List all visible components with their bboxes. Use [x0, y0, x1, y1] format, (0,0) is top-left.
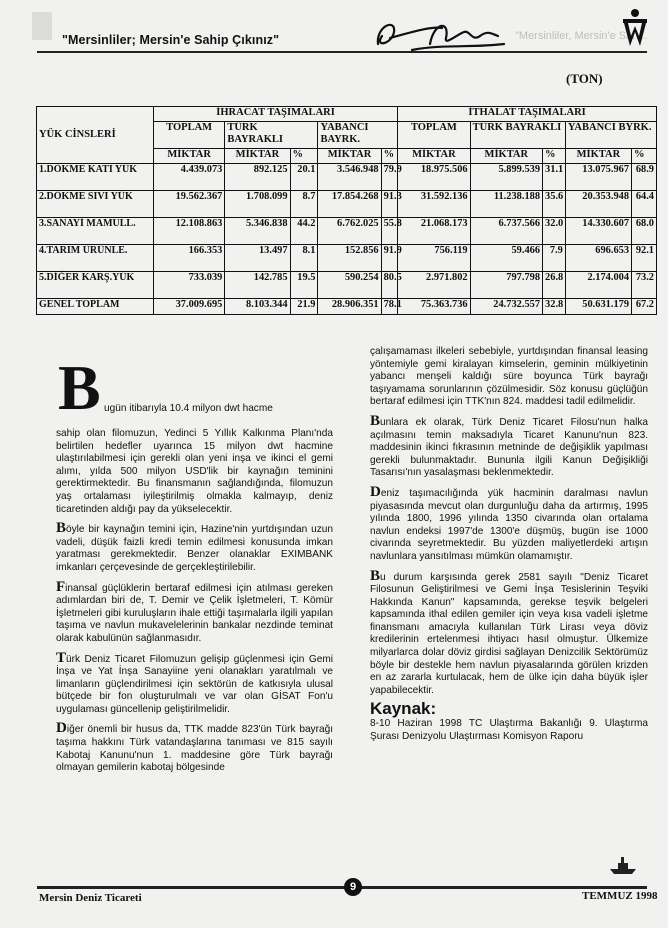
cell-it-tr: 5.899.539 [470, 164, 542, 191]
initial: F [56, 578, 66, 595]
paragraph [370, 567, 648, 698]
cell-ih-tr-p: 44.2 [290, 218, 318, 245]
ih-turk-header: TÜRK BAYRAKLI [225, 122, 318, 149]
header-rule [37, 51, 647, 53]
cell-it-yb-p: 73.2 [632, 272, 657, 299]
kaynak-text: 8-10 Haziran 1998 TC Ulaştırma Bakanlığı 9. Ulaştırma Şurası Denizyolu Ulaştırması Komisyon Raporu [370, 718, 648, 742]
initial: T [56, 649, 67, 666]
cell-ih-tr: 13.497 [225, 245, 290, 272]
first-line: ugün itibarıyla 10.4 milyon dwt hacme [104, 403, 273, 414]
ih-toplam-header: TOPLAM [153, 122, 224, 149]
ihracat-header: İHRACAT TAŞIMALARI [153, 107, 397, 122]
table-row [37, 245, 657, 272]
cell-it-tr-p: 31.1 [543, 164, 566, 191]
footer-publication: Mersin Deniz Ticareti [39, 892, 142, 904]
ithalat-header: İTHALAT TAŞIMALARI [398, 107, 657, 122]
cell-it-tr-p: 32.0 [543, 218, 566, 245]
paragraph: sahip olan filomuzun, Yedinci 5 Yıllık Kalkınma Planı'nda belirtilen hedefler uyarınca 15 milyon dwt hacmine ulaştırılabilmesi için gerekli olan yeni inşa ve ikinci el gemi alımı, yılda 500 milyon USD'lik bir kaynağın teminini gerektirmektedir. Bu finansmanın sağlandığında, filomuzun yaş ortalaması iyileştirilmiş olmakla kalmayıp, deniz ticaretinden aldığı pay da yükselecektir. [56, 428, 333, 515]
cell-it-yb: 20.353.948 [565, 191, 631, 218]
paragraph [56, 649, 333, 717]
cell-ih-yb-p: 91.3 [381, 191, 398, 218]
ship-icon [608, 854, 638, 876]
cell-ih-top: 19.562.367 [153, 191, 224, 218]
paragraph: çalışamaması ilkeleri sebebiyle, yurtdışından finansal leasing yöntemiyle gemi kiralayan kimselerin, geminin mülkiyetinin yabancı menşeli kaldığı süre boyunca Türk bayrağı taşıyamama sorunlarının çözülmesidir. Söz konusu güçlüğün bertaraf edilmesi için TTK'nın 824. maddesi tadil edilmelidir. [370, 346, 648, 408]
initial: D [56, 720, 67, 737]
row-label: 5.DİĞER KARŞ.YÜK [37, 272, 154, 299]
cell-it-yb: 13.075.967 [565, 164, 631, 191]
kaynak-title: Kaynak: [370, 699, 437, 719]
cell-it-top: 18.975.506 [398, 164, 470, 191]
pct-header: % [381, 149, 398, 164]
cell-ih-top: 733.039 [153, 272, 224, 299]
cell-it-yb: 2.174.004 [565, 272, 631, 299]
cell-ih-yb: 590.254 [318, 272, 381, 299]
cell-ih-yb-p: 91.9 [381, 245, 398, 272]
cell-it-yb-p: 68.9 [632, 164, 657, 191]
footer-rule [37, 886, 647, 889]
ghost-slogan: "Mersinliler, Mersin'e Sah... [515, 30, 648, 42]
cell-it-tr: 59.466 [470, 245, 542, 272]
cell-it-yb: 14.330.607 [565, 218, 631, 245]
pct-header: % [290, 149, 318, 164]
row-label: 3.SANAYİ MAMULL. [37, 218, 154, 245]
cell-ih-yb: 3.546.948 [318, 164, 381, 191]
paragraph [370, 412, 648, 480]
cell-ih-tr-p: 19.5 [290, 272, 318, 299]
paragraph-text: eniz taşımacılığında yük hacminin daralması navlun piyasasında mevcut olan durgunluğu daha da artırmış, 1995 yılında 1800, 1996 yılında 1350 civarında olan ortalama navlun endeksi 1997'de 1300'e düşmüş, bugün ise 1000 civarında seyretmektedir. Bu yüzden maliyetlerdeki artışın navlunlara yansıtılması mümkün olamamıştır. [370, 487, 648, 562]
miktar-header: MİKTAR [470, 149, 542, 164]
cell-ih-tr: 5.346.838 [225, 218, 290, 245]
cell-ih-yb-p: 55.8 [381, 218, 398, 245]
miktar-header: MİKTAR [565, 149, 631, 164]
cell-it-yb: 696.653 [565, 245, 631, 272]
row-label: 2.DÖKME SIVI YÜK [37, 191, 154, 218]
row-label: 4.TARIM ÜRÜNLE. [37, 245, 154, 272]
paragraph [370, 483, 648, 564]
paragraph-text: iğer önemli bir husus da, TTK madde 823'ün Türk bayrağı taşıma hakkını Türk vatandaşlarına tanıması ve 815 sayılı Kabotaj Kanunu'nun 1. maddesine göre Türk bayrağı olmayan gemilerin kabotaj bölgesinde [56, 724, 333, 774]
cargo-table [36, 106, 657, 315]
cell-it-yb-p: 64.4 [632, 191, 657, 218]
initial: D [370, 483, 381, 500]
paragraph-text: ürk Deniz Ticaret Filomuzun gelişip güçlenmesi için Gemi İnşa ve Yat İnşa Sanayiine yeni olanakları yaratılmalı ve limanların güçlendirilmesi için sektörün de katkısıyla ulusal bütçede bir fon oluşturulmalı ve var olan GİSAT Fon'u uygulaması güncellenip geliştirilmelidir. [56, 653, 333, 715]
initial: B [370, 567, 381, 584]
cell-ih-tr-p: 21.9 [290, 299, 318, 315]
cell-ih-tr-p: 8.7 [290, 191, 318, 218]
cell-it-tr: 24.732.557 [470, 299, 542, 315]
cell-it-tr-p: 26.8 [543, 272, 566, 299]
paragraph [56, 722, 333, 774]
initial: B [56, 520, 67, 537]
it-turk-header: TÜRK BAYRAKLI [470, 122, 565, 149]
ataturk-signature-icon [372, 14, 507, 56]
miktar-header: MİKTAR [398, 149, 470, 164]
it-yabanci-header: YABANCI BYRK. [565, 122, 656, 149]
paragraph [56, 522, 333, 574]
cell-it-yb: 50.631.179 [565, 299, 631, 315]
cell-it-top: 21.068.173 [398, 218, 470, 245]
cell-ih-tr: 142.785 [225, 272, 290, 299]
miktar-header: MİKTAR [153, 149, 224, 164]
paragraph-text: unlara ek olarak, Türk Deniz Ticaret Filosu'nun halka açılmasını temin maksadıyla Ticaret Kanunu'nun 823. maddesinin ikinci fıkrasının metninde de değişiklik yapılması gerekli bulunmaktadır. Bununla ilgili Kanun Değişikliği Tasarısı'nın yasalaşması beklenmektedir. [370, 416, 648, 479]
paragraph-text: u durum karşısında gerek 2581 sayılı "Deniz Ticaret Filosunun Geliştirilmesi ve Gemi İnşa Tesislerinin Teşviki Hakkında Kanun" kapsamında, gerekse teşvik belgeleri kapsamında ithal edilen gemiler için veya kısa vadeli işletme finansmanı amacıyla kullanılan Türk Lirası veya döviz kredilerinin ertelenmesi ihtiyacı hasıl olmuştur. Ülkemize milyarlarca dolar döviz girdisi sağlayan Denizcilik Sektörümüz böyle bir destekle hem navlun piyasalarında görülen krizden en az zararla kurtulacak, hem de ülke için daha büyük işler yapabilecektir. [370, 571, 648, 696]
paragraph-text: inansal güçlüklerin bertaraf edilmesi için atılması gereken adımlardan biri de, T. Demir ve Çelik İşletmeleri, T. Kömür İşletmeleri gibi kuruluşların ihale ettiği taşımalarla ilgili yapılan taşıma ve navlun mukavelelerinin bankalar nezdinde teminat olarak kabulünün sağlanmasıdır. [56, 582, 333, 644]
ghost-logo-icon [26, 8, 58, 44]
page-number: 9 [344, 878, 362, 896]
drop-cap: B [58, 352, 101, 423]
col-yuk-cinsleri: YÜK CİNSLERİ [37, 107, 154, 164]
cell-it-yb-p: 67.2 [632, 299, 657, 315]
cell-it-tr-p: 35.6 [543, 191, 566, 218]
cell-ih-top: 12.108.863 [153, 218, 224, 245]
cell-ih-tr-p: 8.1 [290, 245, 318, 272]
cell-ih-yb: 28.906.351 [318, 299, 381, 315]
pct-header: % [632, 149, 657, 164]
footer-date: TEMMUZ 1998 [582, 890, 658, 902]
cell-ih-tr: 1.708.099 [225, 191, 290, 218]
cell-ih-yb: 6.762.025 [318, 218, 381, 245]
cell-ih-yb: 152.856 [318, 245, 381, 272]
row-label: 1.DÖKME KATI YÜK [37, 164, 154, 191]
cell-it-yb-p: 68.0 [632, 218, 657, 245]
it-toplam-header: TOPLAM [398, 122, 470, 149]
cell-ih-top: 37.009.695 [153, 299, 224, 315]
cell-it-tr-p: 7.9 [543, 245, 566, 272]
table-row [37, 218, 657, 245]
initial: B [370, 412, 381, 429]
cell-ih-yb: 17.854.268 [318, 191, 381, 218]
paragraph-text: öyle bir kaynağın temini için, Hazine'nin yurtdışından uzun vadeli, düşük faizli kredi temin edilmesi konusunda imkan yaratması gerekmektedir. Benzer olanaklar EXIMBANK imkanları çerçevesinde de gerçekleştirilebilir. [56, 524, 333, 573]
table-header-row [37, 107, 657, 122]
cell-ih-yb-p: 80.5 [381, 272, 398, 299]
cell-ih-yb-p: 79.9 [381, 164, 398, 191]
left-column [56, 428, 333, 781]
anchor-logo-icon [618, 8, 652, 48]
table-row [37, 272, 657, 299]
right-column [370, 346, 648, 749]
row-label: GENEL TOPLAM [37, 299, 154, 315]
ih-yabanci-header: YABANCI BAYRK. [318, 122, 398, 149]
header-slogan: "Mersinliler; Mersin'e Sahip Çıkınız" [62, 33, 280, 47]
cell-ih-tr: 8.103.344 [225, 299, 290, 315]
cell-ih-tr-p: 20.1 [290, 164, 318, 191]
cell-it-top: 2.971.802 [398, 272, 470, 299]
cell-ih-top: 166.353 [153, 245, 224, 272]
miktar-header: MİKTAR [225, 149, 290, 164]
cell-it-tr: 6.737.566 [470, 218, 542, 245]
pct-header: % [543, 149, 566, 164]
cell-ih-tr: 892.125 [225, 164, 290, 191]
cell-it-tr: 11.238.188 [470, 191, 542, 218]
cell-it-top: 756.119 [398, 245, 470, 272]
cell-it-top: 31.592.136 [398, 191, 470, 218]
cell-it-yb-p: 92.1 [632, 245, 657, 272]
unit-label: (TON) [566, 71, 603, 86]
paragraph [56, 578, 333, 646]
cell-it-tr-p: 32.8 [543, 299, 566, 315]
cell-it-tr: 797.798 [470, 272, 542, 299]
cell-ih-yb-p: 78.1 [381, 299, 398, 315]
cell-ih-top: 4.439.073 [153, 164, 224, 191]
table-row [37, 299, 657, 315]
table-row [37, 191, 657, 218]
miktar-header: MİKTAR [318, 149, 381, 164]
table-row [37, 164, 657, 191]
cell-it-top: 75.363.736 [398, 299, 470, 315]
